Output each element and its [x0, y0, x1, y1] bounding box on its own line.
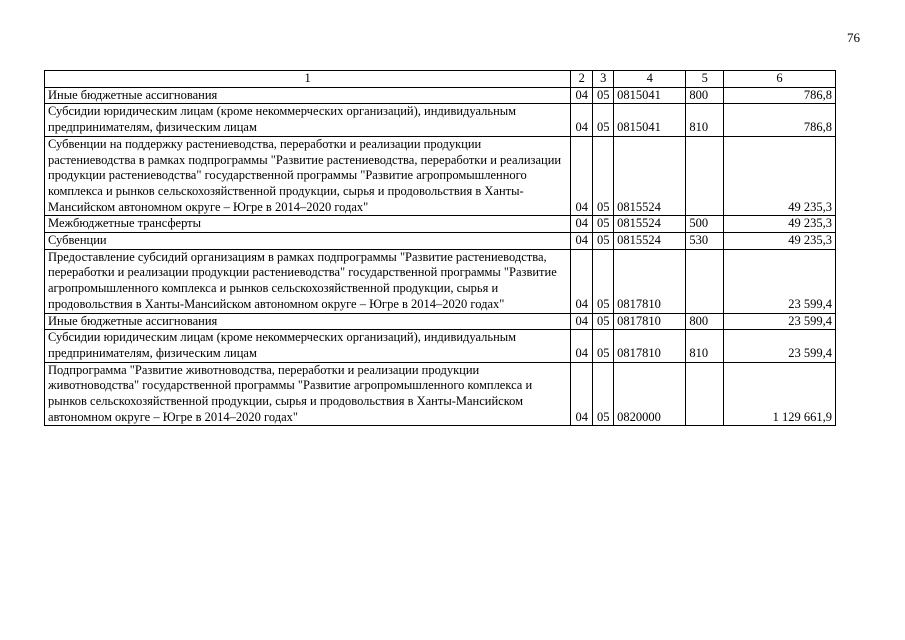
- row-amount-cell: 786,8: [724, 87, 836, 104]
- row-name-cell: Предоставление субсидий организациям в рамках подпрограммы "Развитие растениеводства, переработки и реализации продукции растениеводства" государственной программы "Развитие агропромышленного комплекса и рынков сельскохозяйственной продукции, сырья и продовольствия в Ханты-Мансийском автономном округе – Югре в 2014–2020 годах": [45, 249, 571, 313]
- row-code-cell: 800: [686, 313, 724, 330]
- row-code-cell: 04: [571, 216, 593, 233]
- row-code-cell: 800: [686, 87, 724, 104]
- row-code-cell: 05: [593, 87, 614, 104]
- table-row: [45, 136, 836, 216]
- row-code-cell: 04: [571, 362, 593, 426]
- row-code-cell: 0815041: [614, 87, 686, 104]
- row-code-cell: 810: [686, 104, 724, 136]
- row-code-cell: 0817810: [614, 249, 686, 313]
- row-code-cell: 0815524: [614, 136, 686, 216]
- header-cell: 3: [593, 71, 614, 88]
- budget-table: [44, 70, 836, 426]
- row-amount-cell: 49 235,3: [724, 233, 836, 250]
- row-code-cell: [686, 249, 724, 313]
- table-row: [45, 233, 836, 250]
- row-amount-cell: 23 599,4: [724, 330, 836, 362]
- row-name-cell: Субсидии юридическим лицам (кроме некоммерческих организаций), индивидуальным предпринимателям, физическим лицам: [45, 104, 571, 136]
- row-name-cell: Субсидии юридическим лицам (кроме некоммерческих организаций), индивидуальным предпринимателям, физическим лицам: [45, 330, 571, 362]
- header-cell: 2: [571, 71, 593, 88]
- row-code-cell: 05: [593, 233, 614, 250]
- row-name-cell: Подпрограмма "Развитие животноводства, переработки и реализации продукции животноводства" государственной программы "Развитие агропромышленного комплекса и рынков сельскохозяйственной продукции, сырья и продовольствия в Ханты-Мансийском автономном округе – Югре в 2014–2020 годах": [45, 362, 571, 426]
- row-code-cell: 04: [571, 104, 593, 136]
- row-code-cell: 0815041: [614, 104, 686, 136]
- table-row: [45, 87, 836, 104]
- header-cell: 6: [724, 71, 836, 88]
- row-code-cell: 0817810: [614, 313, 686, 330]
- header-cell: 5: [686, 71, 724, 88]
- row-code-cell: 04: [571, 87, 593, 104]
- row-code-cell: 05: [593, 362, 614, 426]
- row-code-cell: 0820000: [614, 362, 686, 426]
- row-code-cell: [686, 136, 724, 216]
- row-name-cell: Субвенции на поддержку растениеводства, переработки и реализации продукции растениеводства в рамках подпрограммы "Развитие растениеводства, переработки и реализации продукции растениеводства" государственной программы "Развитие агропромышленного комплекса и рынков сельскохозяйственной продукции, сырья и продовольствия в Ханты-Мансийском автономном округе – Югре в 2014–2020 годах": [45, 136, 571, 216]
- row-code-cell: 530: [686, 233, 724, 250]
- row-amount-cell: 23 599,4: [724, 249, 836, 313]
- table-row: [45, 249, 836, 313]
- table-row: [45, 362, 836, 426]
- row-amount-cell: 49 235,3: [724, 216, 836, 233]
- row-code-cell: 05: [593, 313, 614, 330]
- row-code-cell: 500: [686, 216, 724, 233]
- header-cell: 4: [614, 71, 686, 88]
- row-name-cell: Субвенции: [45, 233, 571, 250]
- table-row: [45, 330, 836, 362]
- header-cell: 1: [45, 71, 571, 88]
- row-code-cell: 05: [593, 136, 614, 216]
- row-amount-cell: 23 599,4: [724, 313, 836, 330]
- row-amount-cell: 49 235,3: [724, 136, 836, 216]
- row-code-cell: 04: [571, 313, 593, 330]
- table-header-row: [45, 71, 836, 88]
- row-code-cell: 0815524: [614, 216, 686, 233]
- row-code-cell: [686, 362, 724, 426]
- row-code-cell: 04: [571, 330, 593, 362]
- row-code-cell: 05: [593, 104, 614, 136]
- row-code-cell: 04: [571, 136, 593, 216]
- row-code-cell: 05: [593, 330, 614, 362]
- table-row: [45, 104, 836, 136]
- table-row: [45, 313, 836, 330]
- row-amount-cell: 1 129 661,9: [724, 362, 836, 426]
- table-row: [45, 216, 836, 233]
- row-code-cell: 04: [571, 249, 593, 313]
- row-name-cell: Иные бюджетные ассигнования: [45, 87, 571, 104]
- row-code-cell: 810: [686, 330, 724, 362]
- row-code-cell: 0815524: [614, 233, 686, 250]
- row-code-cell: 0817810: [614, 330, 686, 362]
- row-code-cell: 05: [593, 249, 614, 313]
- row-amount-cell: 786,8: [724, 104, 836, 136]
- row-code-cell: 04: [571, 233, 593, 250]
- row-name-cell: Межбюджетные трансферты: [45, 216, 571, 233]
- row-name-cell: Иные бюджетные ассигнования: [45, 313, 571, 330]
- page-number: 76: [847, 30, 860, 45]
- row-code-cell: 05: [593, 216, 614, 233]
